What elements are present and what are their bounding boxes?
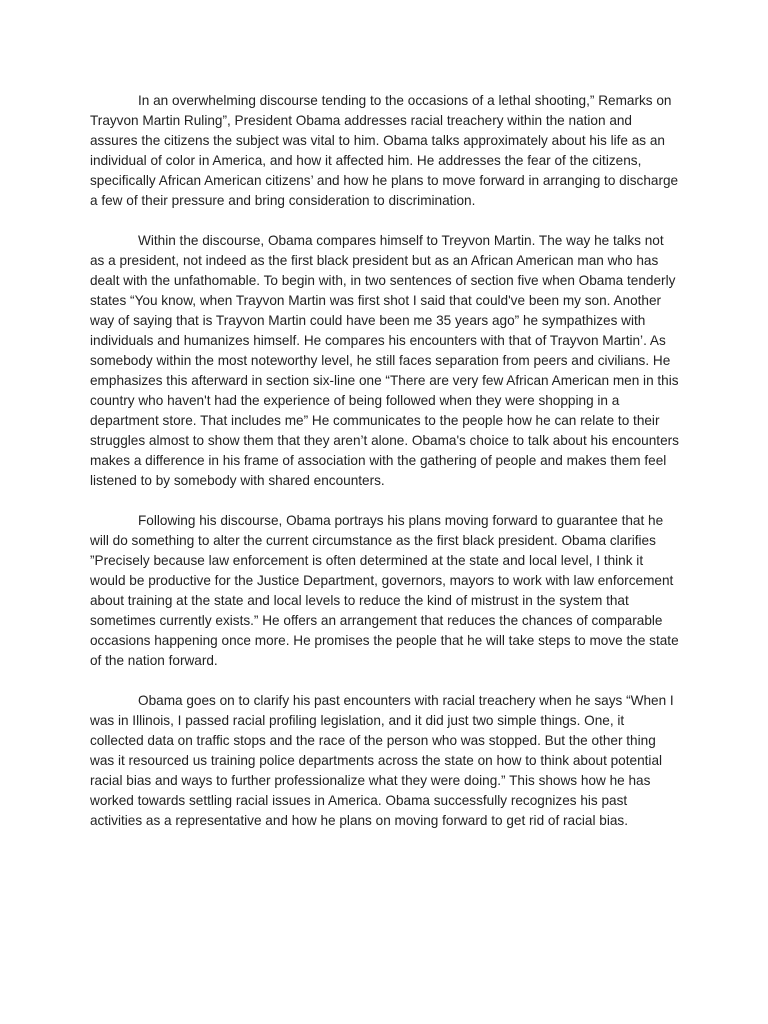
paragraph-3: Following his discourse, Obama portrays his plans moving forward to guarantee that he will do something to alter the current circumstance as the first black president. Obama clarifies ”Precisely because law enforcement is often determined at the state and local level, I think it would be productive for the Justice Department, governors, mayors to work with law enforcement about training at the state and local levels to reduce the kind of mistrust in the system that sometimes currently exists.” He offers an arrangement that reduces the chances of comparable occasions happening once more. He promises the people that he will take steps to move the state of the nation forward.: [90, 513, 679, 668]
paragraph-2: Within the discourse, Obama compares himself to Treyvon Martin. The way he talks not as a president, not indeed as the first black president but as an African American man who has dealt with the unfathomable. To begin with, in two sentences of section five when Obama tenderly states “You know, when Trayvon Martin was first shot I said that could've been my son. Another way of saying that is Trayvon Martin could have been me 35 years ago” he sympathizes with individuals and humanizes himself. He compares his encounters with that of Trayvon Martin’. As somebody within the most noteworthy level, he still faces separation from peers and civilians. He emphasizes this afterward in section six-line one “There are very few African American men in this country who haven't had the experience of being followed when they were shopping in a department store. That includes me” He communicates to the people how he can relate to their struggles almost to show them that they aren’t alone. Obama's choice to talk about his encounters makes a difference in his frame of association with the gathering of people and makes them feel listened to by somebody with shared encounters.: [90, 233, 679, 488]
document-body: [90, 91, 680, 831]
paragraph-4: Obama goes on to clarify his past encounters with racial treachery when he says “When I was in Illinois, I passed racial profiling legislation, and it did just two simple things. One, it collected data on traffic stops and the race of the person who was stopped. But the other thing was it resourced us training police departments across the state on how to think about potential racial bias and ways to further professionalize what they were doing.” This shows how he has worked towards settling racial issues in America. Obama successfully recognizes his past activities as a representative and how he plans on moving forward to get rid of racial bias.: [90, 693, 674, 828]
paragraph-1: In an overwhelming discourse tending to the occasions of a lethal shooting,” Remarks on Trayvon Martin Ruling”, President Obama addresses racial treachery within the nation and assures the citizens the subject was vital to him. Obama talks approximately about his life as an individual of color in America, and how it affected him. He addresses the fear of the citizens, specifically African American citizens’ and how he plans to move forward in arranging to discharge a few of their pressure and bring consideration to discrimination.: [90, 93, 679, 208]
